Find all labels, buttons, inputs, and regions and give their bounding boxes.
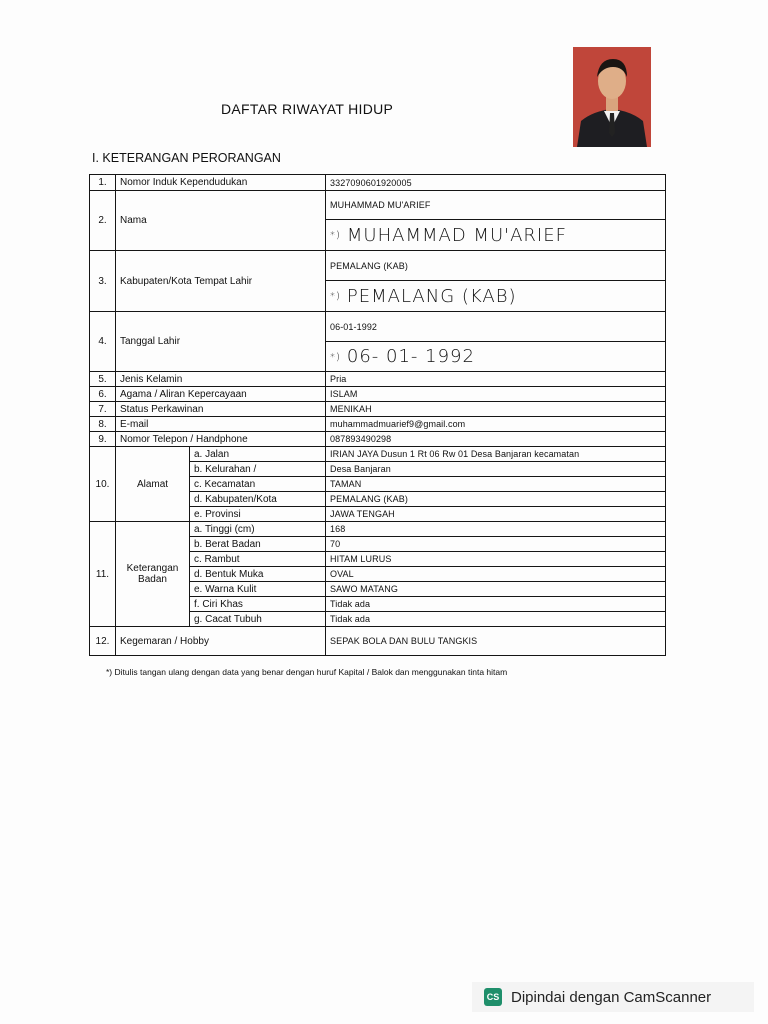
row-label: Agama / Aliran Kepercayaan xyxy=(116,387,326,402)
document-title: DAFTAR RIWAYAT HIDUP xyxy=(221,101,394,117)
row-number: 7. xyxy=(90,402,116,417)
row-number: 9. xyxy=(90,432,116,447)
personal-data-table xyxy=(89,174,666,656)
row-label: Keterangan Badan xyxy=(116,522,190,627)
row-number: 12. xyxy=(90,627,116,656)
table-row xyxy=(90,372,666,387)
birthdate-handwritten: *) 06- 01- 1992 xyxy=(326,342,666,372)
sub-label: b. Berat Badan xyxy=(190,537,326,552)
row-number: 4. xyxy=(90,312,116,372)
sub-value: JAWA TENGAH xyxy=(326,507,666,522)
table-row xyxy=(90,402,666,417)
sub-label: e. Warna Kulit xyxy=(190,582,326,597)
row-label: Status Perkawinan xyxy=(116,402,326,417)
sub-label: f. Ciri Khas xyxy=(190,597,326,612)
footnote: *) Ditulis tangan ulang dengan data yang benar dengan huruf Kapital / Balok dan menggunakan tinta hitam xyxy=(106,667,508,677)
sub-label: g. Cacat Tubuh xyxy=(190,612,326,627)
table-row xyxy=(90,251,666,281)
table-row xyxy=(90,175,666,191)
email-value: muhammadmuarief9@gmail.com xyxy=(326,417,666,432)
row-label: Jenis Kelamin xyxy=(116,372,326,387)
table-row xyxy=(90,432,666,447)
sub-value: SAWO MATANG xyxy=(326,582,666,597)
row-number: 6. xyxy=(90,387,116,402)
marital-status-value: MENIKAH xyxy=(326,402,666,417)
sub-value: 70 xyxy=(326,537,666,552)
sub-value: Desa Banjaran xyxy=(326,462,666,477)
table-row xyxy=(90,417,666,432)
camscanner-text: Dipindai dengan CamScanner xyxy=(511,988,712,1006)
row-number: 5. xyxy=(90,372,116,387)
row-label: Kegemaran / Hobby xyxy=(116,627,326,656)
sub-value: 168 xyxy=(326,522,666,537)
gender-value: Pria xyxy=(326,372,666,387)
row-label: Alamat xyxy=(116,447,190,522)
table-row xyxy=(90,447,666,462)
religion-value: ISLAM xyxy=(326,387,666,402)
camscanner-logo-icon: CS xyxy=(484,988,502,1006)
sub-label: c. Rambut xyxy=(190,552,326,567)
camscanner-watermark xyxy=(472,982,754,1012)
row-number: 10. xyxy=(90,447,116,522)
row-label: Kabupaten/Kota Tempat Lahir xyxy=(116,251,326,312)
section-heading: I. KETERANGAN PERORANGAN xyxy=(92,151,281,165)
birthplace-handwritten: *) PEMALANG (KAB) xyxy=(326,281,666,312)
profile-photo xyxy=(573,47,651,147)
sub-value: OVAL xyxy=(326,567,666,582)
row-label: Tanggal Lahir xyxy=(116,312,326,372)
nik-value: 3327090601920005 xyxy=(326,175,666,191)
sub-value: HITAM LURUS xyxy=(326,552,666,567)
hobby-value: SEPAK BOLA DAN BULU TANGKIS xyxy=(326,627,666,656)
table-row xyxy=(90,387,666,402)
name-handwritten: *) MUHAMMAD MU'ARIEF xyxy=(326,220,666,251)
sub-value: PEMALANG (KAB) xyxy=(326,492,666,507)
sub-label: d. Bentuk Muka xyxy=(190,567,326,582)
sub-label: c. Kecamatan xyxy=(190,477,326,492)
name-value: MUHAMMAD MU'ARIEF xyxy=(326,191,666,220)
birthplace-value: PEMALANG (KAB) xyxy=(326,251,666,281)
row-number: 8. xyxy=(90,417,116,432)
row-number: 3. xyxy=(90,251,116,312)
sub-label: b. Kelurahan / xyxy=(190,462,326,477)
table-row xyxy=(90,522,666,537)
row-number: 2. xyxy=(90,191,116,251)
phone-value: 087893490298 xyxy=(326,432,666,447)
sub-label: a. Jalan xyxy=(190,447,326,462)
sub-label: e. Provinsi xyxy=(190,507,326,522)
row-label: Nomor Induk Kependudukan xyxy=(116,175,326,191)
sub-value: Tidak ada xyxy=(326,597,666,612)
sub-value: IRIAN JAYA Dusun 1 Rt 06 Rw 01 Desa Banjaran kecamatan xyxy=(326,447,666,462)
sub-value: TAMAN xyxy=(326,477,666,492)
row-label: Nama xyxy=(116,191,326,251)
row-label: Nomor Telepon / Handphone xyxy=(116,432,326,447)
table-row xyxy=(90,191,666,220)
sub-value: Tidak ada xyxy=(326,612,666,627)
sub-label: d. Kabupaten/Kota xyxy=(190,492,326,507)
table-row xyxy=(90,627,666,656)
row-label: E-mail xyxy=(116,417,326,432)
row-number: 11. xyxy=(90,522,116,627)
birthdate-value: 06-01-1992 xyxy=(326,312,666,342)
row-number: 1. xyxy=(90,175,116,191)
sub-label: a. Tinggi (cm) xyxy=(190,522,326,537)
table-row xyxy=(90,312,666,342)
